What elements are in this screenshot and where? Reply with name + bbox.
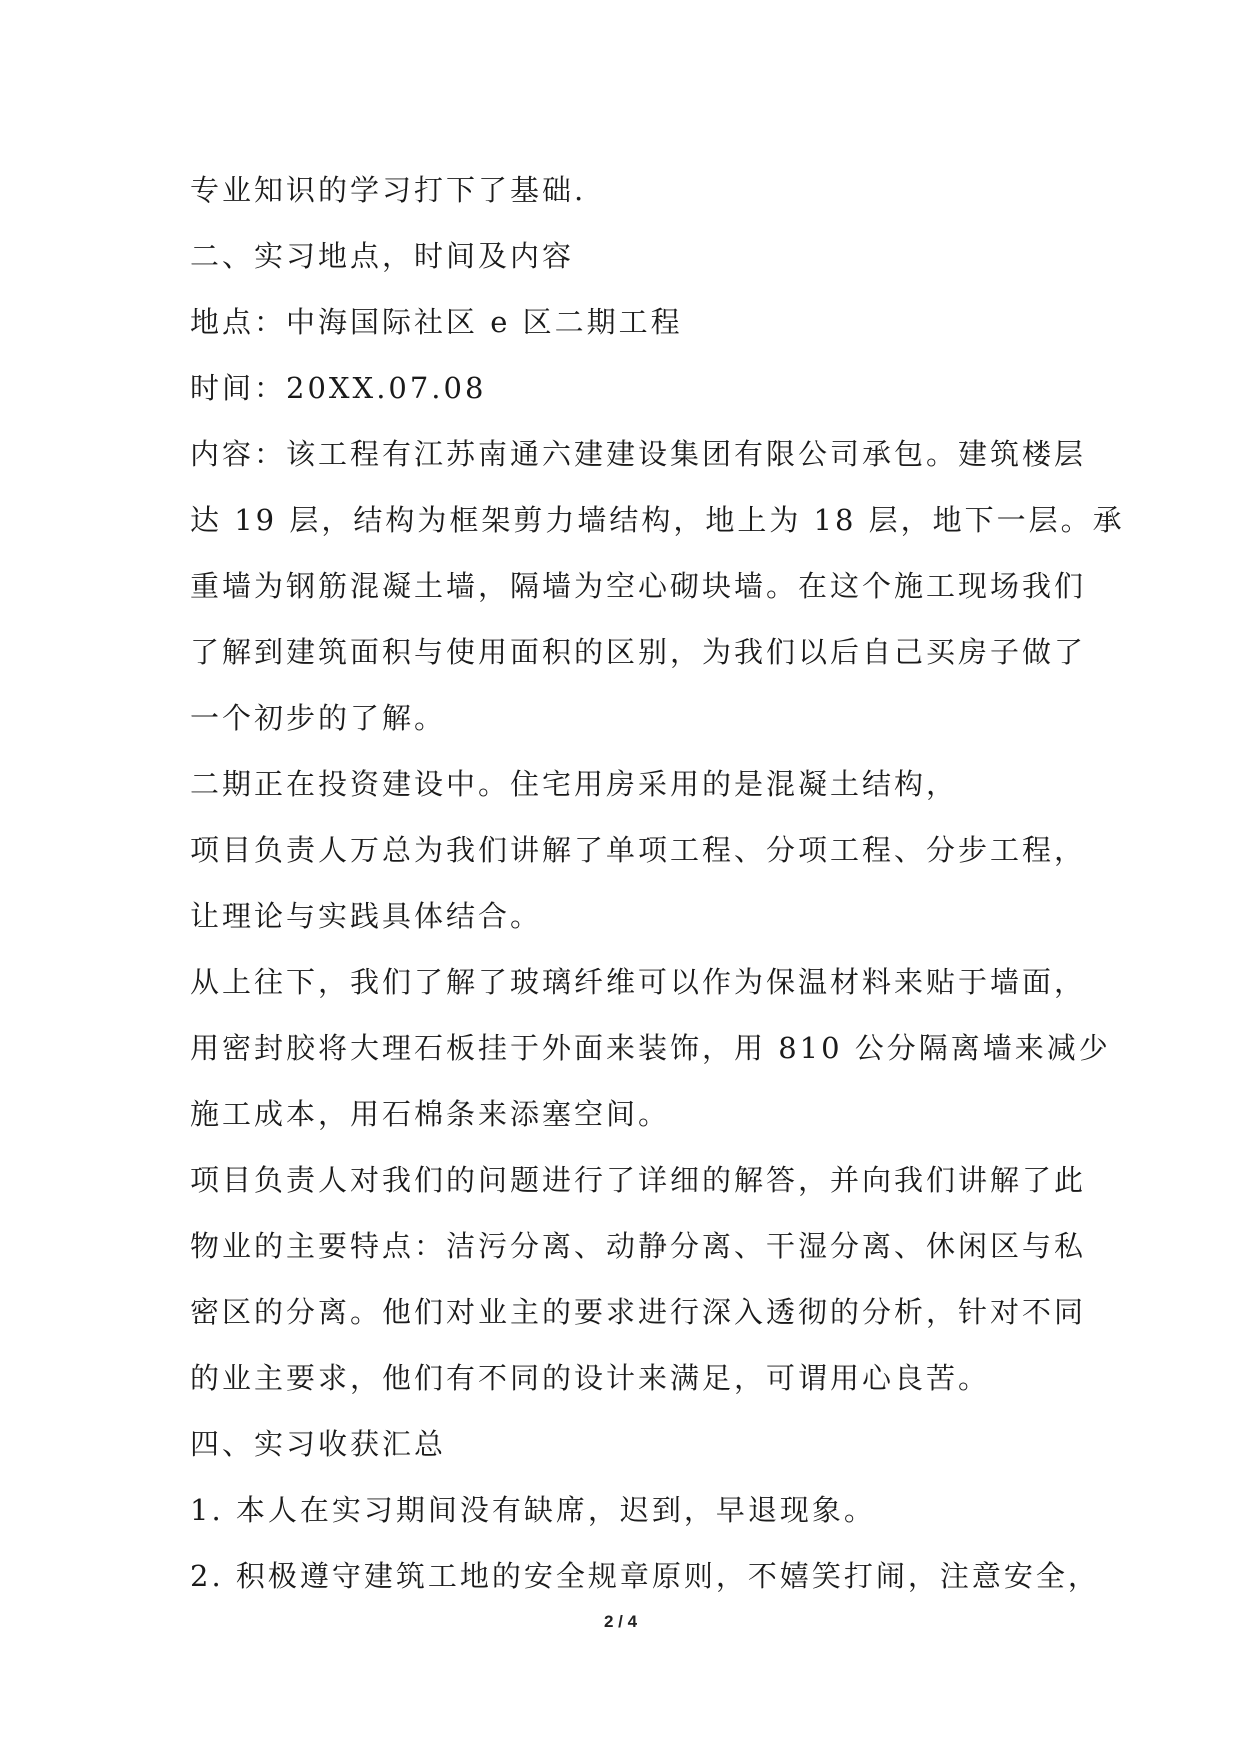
document-body (190, 157, 1125, 1609)
text-line-features-2: 物业的主要特点：洁污分离、动静分离、干湿分离、休闲区与私 (190, 1229, 1087, 1263)
text-line-content-3: 重墙为钢筋混凝土墙，隔墙为空心砌块墙。在这个施工现场我们 (190, 569, 1087, 603)
text-line-content-5: 一个初步的了解。 (190, 701, 447, 735)
text-line-materials-3: 施工成本，用石棉条来添塞空间。 (190, 1097, 671, 1131)
section-heading-summary: 四、实习收获汇总 (190, 1427, 447, 1461)
text-line-features-3: 密区的分离。他们对业主的要求进行深入透彻的分析，针对不同 (190, 1295, 1087, 1329)
text-line-location: 地点：中海国际社区 e 区二期工程 (190, 305, 683, 339)
text-line-content-1: 内容：该工程有江苏南通六建建设集团有限公司承包。建筑楼层 (190, 437, 1087, 471)
text-line-features-1: 项目负责人对我们的问题进行了详细的解答，并向我们讲解了此 (190, 1163, 1087, 1197)
text-line-phase2: 二期正在投资建设中。住宅用房采用的是混凝土结构， (190, 767, 959, 801)
text-line-content-2: 达 19 层，结构为框架剪力墙结构，地上为 18 层，地下一层。承 (190, 503, 1125, 537)
list-item-1: 1. 本人在实习期间没有缺席，迟到，早退现象。 (190, 1493, 876, 1527)
section-heading-location-time: 二、实习地点，时间及内容 (190, 239, 575, 273)
text-line-content-4: 了解到建筑面积与使用面积的区别，为我们以后自己买房子做了 (190, 635, 1087, 669)
text-line-materials-2: 用密封胶将大理石板挂于外面来装饰，用 810 公分隔离墙来减少 (190, 1031, 1111, 1065)
page-number: 2 / 4 (603, 1612, 638, 1631)
text-line-features-4: 的业主要求，他们有不同的设计来满足，可谓用心良苦。 (190, 1361, 991, 1395)
list-item-2: 2. 积极遵守建筑工地的安全规章原则，不嬉笑打闹，注意安全， (190, 1559, 1100, 1593)
text-line-materials-1: 从上往下，我们了解了玻璃纤维可以作为保温材料来贴于墙面， (190, 965, 1087, 999)
text-line-1: 专业知识的学习打下了基础. (190, 173, 587, 207)
text-line-project-lead-1: 项目负责人万总为我们讲解了单项工程、分项工程、分步工程， (190, 833, 1087, 867)
text-line-project-lead-2: 让理论与实践具体结合。 (190, 899, 543, 933)
text-line-time: 时间：20XX.07.08 (190, 371, 487, 405)
